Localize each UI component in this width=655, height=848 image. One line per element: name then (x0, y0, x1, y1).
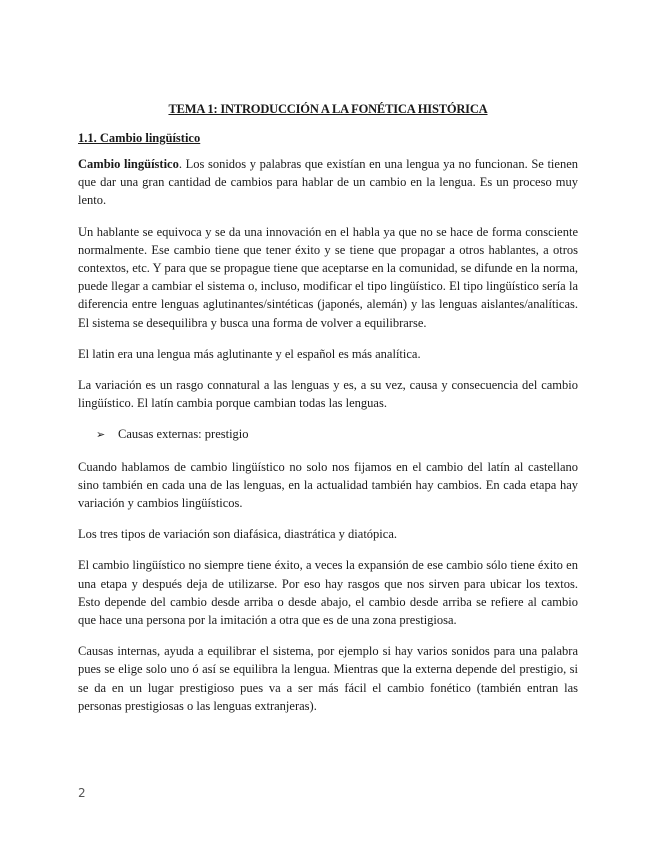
paragraph-cambio-linguistico (78, 155, 578, 210)
section-heading: 1.1. Cambio lingüístico (78, 131, 201, 145)
arrow-bullet-icon: ➢ (96, 428, 106, 442)
bullet-causas-externas (78, 425, 578, 444)
paragraph-tipos-variacion: Los tres tipos de variación son diafásica, diastrática y diatópica. (78, 527, 397, 542)
paragraph-cambio-latin-castellano: Cuando hablamos de cambio lingüístico no solo nos fijamos en el cambio del latín al castellano sino también en cada una de las lenguas, en la actualidad también hay cambios. En cada etapa hay variación y cambios lingüísticos. (78, 459, 578, 511)
document-title: TEMA 1: INTRODUCCIÓN A LA FONÉTICA HISTÓRICA (168, 102, 488, 116)
page-number: 2 (78, 786, 86, 800)
paragraph-lead-term: Cambio lingüístico (78, 157, 179, 171)
paragraph-latin: El latin era una lengua más aglutinante y el español es más analítica. (78, 346, 421, 361)
bullet-text: Causas externas: prestigio (118, 427, 249, 442)
document-body (78, 155, 578, 728)
paragraph-exito-cambio: El cambio lingüístico no siempre tiene éxito, a veces la expansión de ese cambio sólo tiene éxito en una etapa y después deja de utilizarse. Por eso hay rasgos que nos sirven para ubicar los textos. Esto depende del cambio desde arriba o desde abajo, el cambio desde arriba se refiere al cambio que hace una persona por la imitación a otra que es de una zona prestigiosa. (78, 558, 578, 628)
paragraph-causas-internas: Causas internas, ayuda a equilibrar el sistema, por ejemplo si hay varios sonidos para una palabra pues se elige solo uno ó así se equilibra la lengua. Mientras que la externa depende del prestigio, si se da en un lugar prestigioso pues va a ser más fácil el cambio fonético (también entran las personas prestigiosas o las lenguas extranjeras). (78, 644, 578, 713)
paragraph-hablante: Un hablante se equivoca y se da una innovación en el habla ya que no se hace de forma consciente normalmente. Ese cambio tiene que tener éxito y se tiene que propagar a otros hablantes, a otros contextos, etc. Y para que se propague tiene que aceptarse en la comunidad, se difunde en la norma, puede llegar a cambiar el sistema o, incluso, modificar el tipo lingüístico. El tipo lingüístico sería la diferencia entre lenguas aglutinantes/sintéticas (japonés, alemán) y las lenguas aislantes/analíticas. El sistema se desequilibra y busca una forma de volver a equilibrarse. (78, 224, 578, 330)
paragraph-text: . Los sonidos y palabras que existían en una lengua ya no funcionan. Se tienen que dar una gran cantidad de cambios para hablar de un cambio en la lengua. Es un proceso muy lento. (78, 157, 578, 208)
paragraph-variacion: La variación es un rasgo connatural a las lenguas y es, a su vez, causa y consecuencia del cambio lingüístico. El latín cambia porque cambian todas las lenguas. (78, 378, 578, 411)
